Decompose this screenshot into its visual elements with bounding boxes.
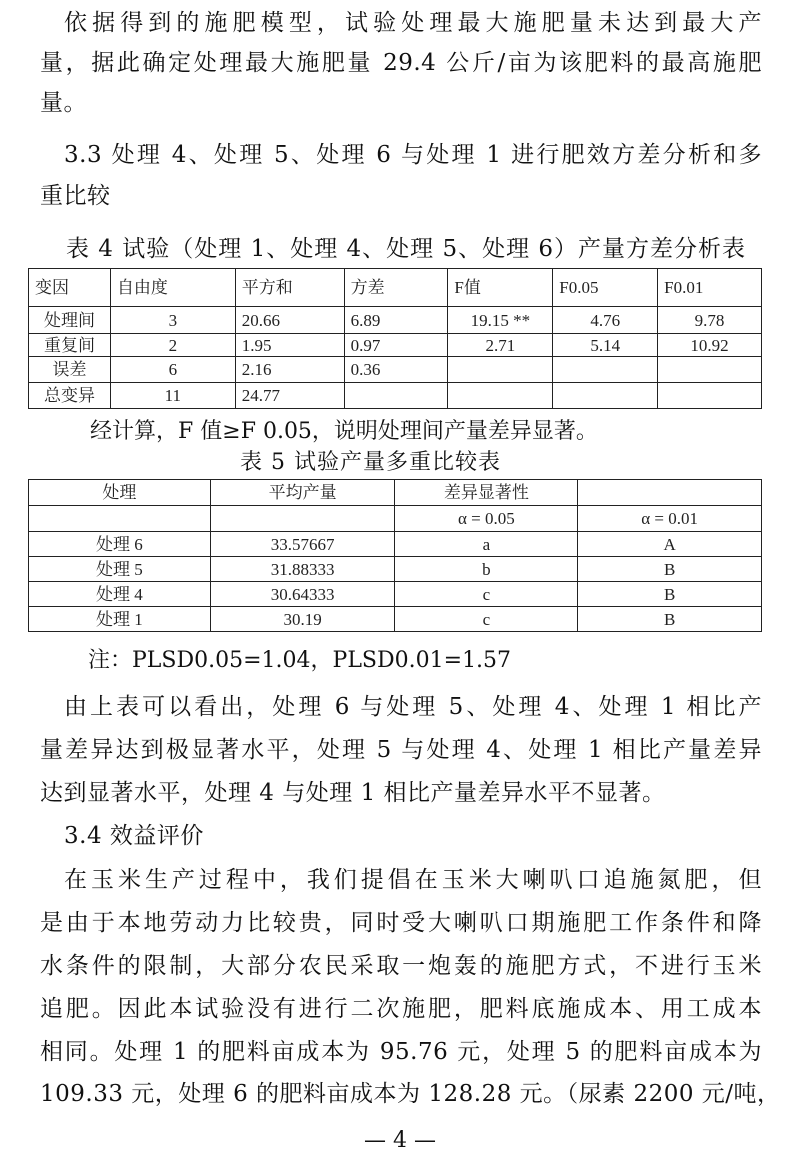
- table4-note: 经计算，F 值≥F 0.05，说明处理间产量差异显著。: [90, 419, 598, 444]
- table-row: [29, 607, 762, 632]
- text-line: 相同。处理 1 的肥料亩成本为 95.76 元，处理 5 的肥料亩成本为: [40, 1039, 762, 1065]
- table-cell: B: [578, 557, 762, 582]
- text-line: 109.33 元，处理 6 的肥料亩成本为 128.28 元。（尿素 2200 元/吨，: [40, 1081, 781, 1107]
- text-line: 量，据此确定处理最大施肥量 29.4 公斤/亩为该肥料的最高施肥: [40, 50, 762, 76]
- table-cell: 处理: [29, 480, 211, 506]
- table-cell: 4.76: [553, 307, 658, 334]
- table-cell: 24.77: [235, 383, 344, 409]
- table-cell: [448, 383, 553, 409]
- table-cell: 2.16: [235, 357, 344, 383]
- text-line: 3.3 处理 4、处理 5、处理 6 与处理 1 进行肥效方差分析和多: [64, 142, 762, 168]
- table-cell: [553, 383, 658, 409]
- table-row: [29, 334, 762, 357]
- multiple-comparison-table: [28, 479, 762, 632]
- table-cell: 处理 6: [29, 532, 211, 557]
- section-heading-3-4: 3.4 效益评价: [64, 823, 204, 849]
- table-cell: 20.66: [235, 307, 344, 334]
- table-cell: A: [578, 532, 762, 557]
- table-cell: [448, 357, 553, 383]
- table-cell: 30.64333: [210, 582, 395, 607]
- table-cell: α = 0.01: [578, 506, 762, 532]
- table-cell: 2.71: [448, 334, 553, 357]
- table-cell: [578, 480, 762, 506]
- table-cell: [658, 357, 762, 383]
- table-cell: 误差: [29, 357, 111, 383]
- table-row: [29, 383, 762, 409]
- table-cell: 0.97: [344, 334, 448, 357]
- text-line: 在玉米生产过程中，我们提倡在玉米大喇叭口追施氮肥，但: [64, 867, 762, 893]
- table-cell: [553, 357, 658, 383]
- table-row: [29, 269, 762, 307]
- table-cell: F值: [448, 269, 553, 307]
- table5-caption: 表 5 试验产量多重比较表: [240, 450, 501, 475]
- text-line: 依据得到的施肥模型，试验处理最大施肥量未达到最大产: [64, 10, 762, 36]
- table-cell: 变因: [29, 269, 111, 307]
- table-cell: 5.14: [553, 334, 658, 357]
- table-cell: B: [578, 607, 762, 632]
- table-cell: 33.57667: [210, 532, 395, 557]
- table-cell: 19.15 **: [448, 307, 553, 334]
- table-row: [29, 557, 762, 582]
- table-cell: 0.36: [344, 357, 448, 383]
- table-row: [29, 506, 762, 532]
- table-cell: 平方和: [235, 269, 344, 307]
- table-cell: 6.89: [344, 307, 448, 334]
- table-cell: [344, 383, 448, 409]
- table-cell: c: [395, 607, 578, 632]
- table-cell: F0.01: [658, 269, 762, 307]
- table-cell: b: [395, 557, 578, 582]
- table-cell: 10.92: [658, 334, 762, 357]
- table-cell: 总变异: [29, 383, 111, 409]
- table-row: [29, 357, 762, 383]
- table-cell: 处理 4: [29, 582, 211, 607]
- table-cell: [658, 383, 762, 409]
- table-cell: a: [395, 532, 578, 557]
- text-line: 重比较: [40, 183, 111, 209]
- text-line: 由上表可以看出，处理 6 与处理 5、处理 4、处理 1 相比产: [64, 694, 762, 720]
- page-number: — 4 —: [364, 1128, 436, 1153]
- table-cell: 2: [110, 334, 235, 357]
- table-cell: B: [578, 582, 762, 607]
- table-cell: 11: [110, 383, 235, 409]
- table-cell: 自由度: [110, 269, 235, 307]
- text-line: 量差异达到极显著水平，处理 5 与处理 4、处理 1 相比产量差异: [40, 737, 762, 763]
- text-line: 达到显著水平，处理 4 与处理 1 相比产量差异水平不显著。: [40, 780, 666, 806]
- table-cell: 30.19: [210, 607, 395, 632]
- table-row: [29, 480, 762, 506]
- text-line: 水条件的限制，大部分农民采取一炮轰的施肥方式，不进行玉米: [40, 953, 762, 979]
- table4-caption: 表 4 试验（处理 1、处理 4、处理 5、处理 6）产量方差分析表: [66, 236, 747, 262]
- table-cell: 6: [110, 357, 235, 383]
- table-cell: [29, 506, 211, 532]
- table-row: [29, 307, 762, 334]
- table-cell: 方差: [344, 269, 448, 307]
- anova-table: [28, 268, 762, 409]
- table-cell: 处理 5: [29, 557, 211, 582]
- table-row: [29, 532, 762, 557]
- table-cell: 31.88333: [210, 557, 395, 582]
- table-cell: 3: [110, 307, 235, 334]
- text-line: 是由于本地劳动力比较贵，同时受大喇叭口期施肥工作条件和降: [40, 910, 762, 936]
- table-cell: F0.05: [553, 269, 658, 307]
- table-cell: 平均产量: [210, 480, 395, 506]
- table-cell: c: [395, 582, 578, 607]
- table-row: [29, 582, 762, 607]
- table-cell: 处理 1: [29, 607, 211, 632]
- table-cell: [210, 506, 395, 532]
- table-cell: 1.95: [235, 334, 344, 357]
- table-cell: 差异显著性: [395, 480, 578, 506]
- text-line: 追肥。因此本试验没有进行二次施肥，肥料底施成本、用工成本: [40, 996, 762, 1022]
- text-line: 量。: [40, 90, 87, 116]
- table-cell: 9.78: [658, 307, 762, 334]
- table-cell: α = 0.05: [395, 506, 578, 532]
- table-cell: 处理间: [29, 307, 111, 334]
- table5-note: 注：PLSD0.05=1.04，PLSD0.01=1.57: [88, 648, 512, 673]
- table-cell: 重复间: [29, 334, 111, 357]
